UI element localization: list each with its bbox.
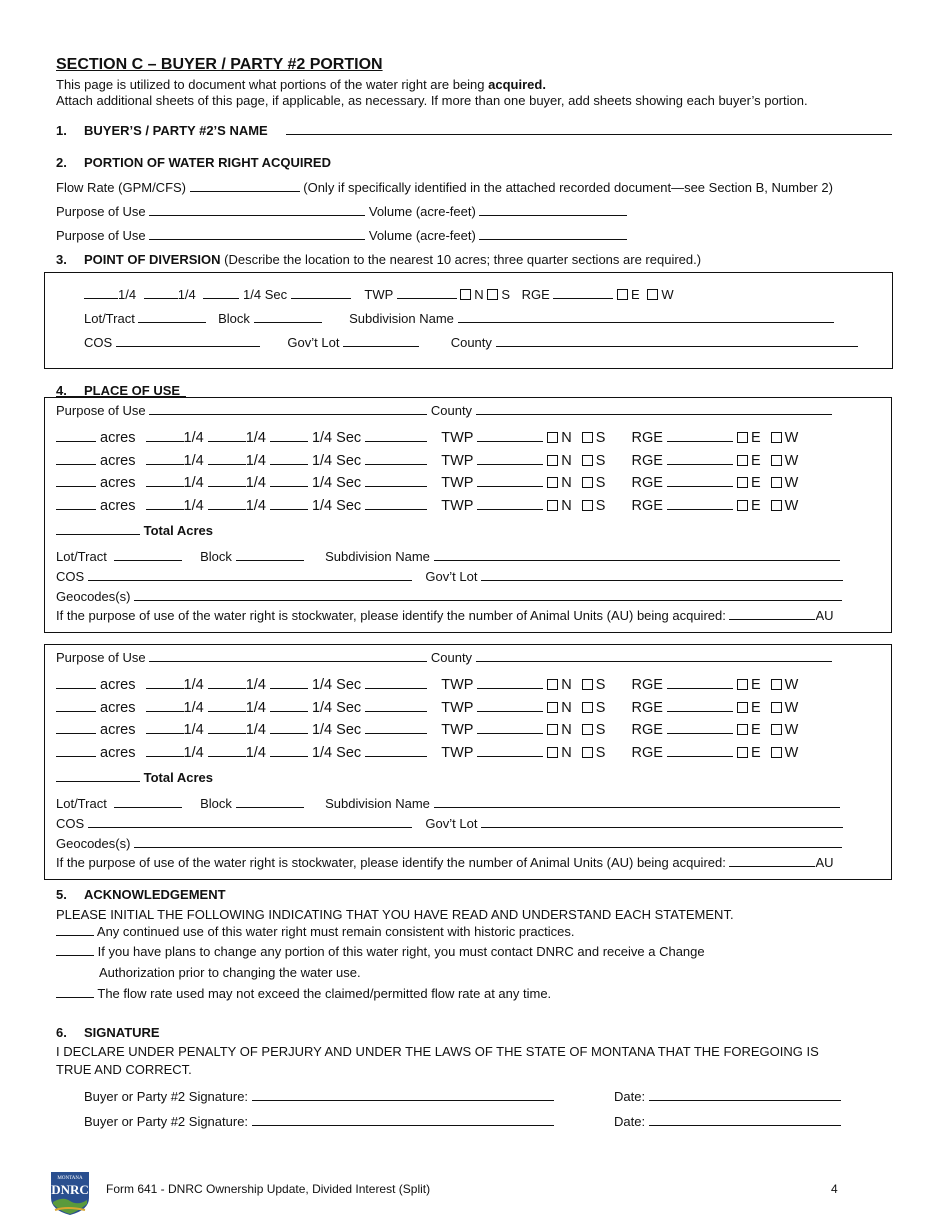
subdivision-field[interactable] bbox=[434, 550, 840, 561]
subdivision-field[interactable] bbox=[458, 312, 834, 323]
twp-field[interactable] bbox=[477, 678, 543, 689]
pod-cos-row: COS Gov’t Lot County bbox=[84, 335, 858, 350]
south-checkbox[interactable] bbox=[582, 500, 593, 511]
volume-label: Volume (acre-feet) bbox=[368, 228, 476, 243]
point-of-diversion-heading: POINT OF DIVERSION (Describe the location to the nearest 10 acres; three quarter sections are required.) bbox=[84, 252, 702, 267]
section-5-number: 5. bbox=[56, 887, 67, 902]
declaration-line-1: I DECLARE UNDER PENALTY OF PERJURY AND UNDER THE LAWS OF THE STATE OF MONTANA THAT THE FOREGOING IS bbox=[56, 1044, 819, 1059]
west-checkbox[interactable] bbox=[771, 747, 782, 758]
sec-field[interactable] bbox=[365, 701, 427, 712]
section-2-number: 2. bbox=[56, 155, 67, 170]
south-checkbox[interactable] bbox=[582, 679, 593, 690]
rge-field[interactable] bbox=[667, 701, 733, 712]
quarter-field[interactable] bbox=[270, 701, 308, 712]
intro-line-2: Attach additional sheets of this page, if applicable, as necessary. If more than one buyer, add sheets showing each buyer’s portion. bbox=[56, 93, 808, 108]
pou-au-row: If the purpose of use of the water right is stockwater, please identify the number of Animal Units (AU) being acquired: AU bbox=[56, 855, 834, 870]
purpose-volume-row-1 bbox=[56, 204, 627, 219]
twp-field[interactable] bbox=[477, 499, 543, 510]
twp-field[interactable] bbox=[477, 701, 543, 712]
pou-lot-row: Lot/Tract Block Subdivision Name bbox=[56, 796, 840, 811]
page-number: 4 bbox=[831, 1182, 838, 1196]
signature-field[interactable] bbox=[252, 1090, 554, 1101]
pou-lot-row: Lot/Tract Block Subdivision Name bbox=[56, 549, 840, 564]
acres-field[interactable] bbox=[56, 431, 96, 442]
animal-units-field[interactable] bbox=[729, 609, 815, 620]
date-field[interactable] bbox=[649, 1090, 841, 1101]
section-1-number: 1. bbox=[56, 123, 67, 138]
cos-field[interactable] bbox=[88, 817, 412, 828]
volume-field[interactable] bbox=[479, 205, 627, 216]
date-row-1: Date: bbox=[614, 1089, 841, 1104]
pou-cos-row: COS Gov’t Lot bbox=[56, 816, 843, 831]
rge-field[interactable] bbox=[667, 431, 733, 442]
west-checkbox[interactable] bbox=[771, 702, 782, 713]
quarter-field[interactable] bbox=[208, 723, 246, 734]
sec-field[interactable] bbox=[365, 723, 427, 734]
quarter-field[interactable] bbox=[270, 431, 308, 442]
north-checkbox[interactable] bbox=[547, 702, 558, 713]
pou-purpose-row: Purpose of Use County bbox=[56, 650, 832, 665]
east-checkbox[interactable] bbox=[737, 747, 748, 758]
sec-field[interactable] bbox=[365, 678, 427, 689]
pou-legal-row: acres 1/4 1/4 1/4 Sec TWP N S RGE E W bbox=[56, 722, 798, 738]
north-checkbox[interactable] bbox=[547, 477, 558, 488]
pou-legal-row: acres 1/4 1/4 1/4 Sec TWP N S RGE E W bbox=[56, 700, 798, 716]
section-4-number: 4. bbox=[56, 383, 67, 398]
ack-item-1: Any continued use of this water right must remain consistent with historic practices. bbox=[56, 924, 575, 939]
purpose-field[interactable] bbox=[149, 651, 427, 662]
flow-rate-row bbox=[56, 180, 833, 195]
north-checkbox[interactable] bbox=[547, 500, 558, 511]
acres-field[interactable] bbox=[56, 499, 96, 510]
quarter-field[interactable] bbox=[146, 454, 184, 465]
west-checkbox[interactable] bbox=[771, 500, 782, 511]
geocode-field[interactable] bbox=[134, 837, 842, 848]
ack-item-3: The flow rate used may not exceed the claimed/permitted flow rate at any time. bbox=[56, 986, 551, 1001]
signature-field[interactable] bbox=[252, 1115, 554, 1126]
flow-rate-label: Flow Rate (GPM/CFS) bbox=[56, 180, 187, 195]
ack-item-2-cont: Authorization prior to changing the water use. bbox=[99, 965, 361, 980]
pou-total-row: Total Acres bbox=[56, 523, 213, 538]
quarter-field[interactable] bbox=[208, 476, 246, 487]
flow-rate-note: (Only if specifically identified in the attached recorded document—see Section B, Number 2) bbox=[303, 180, 833, 195]
pou-au-row: If the purpose of use of the water right is stockwater, please identify the number of Animal Units (AU) being acquired: AU bbox=[56, 608, 834, 623]
north-checkbox[interactable] bbox=[460, 289, 471, 300]
quarter-field[interactable] bbox=[146, 723, 184, 734]
west-checkbox[interactable] bbox=[771, 455, 782, 466]
total-acres-field[interactable] bbox=[56, 524, 140, 535]
initial-field[interactable] bbox=[56, 987, 94, 998]
west-checkbox[interactable] bbox=[771, 477, 782, 488]
acres-field[interactable] bbox=[56, 701, 96, 712]
pou-cos-row: COS Gov’t Lot bbox=[56, 569, 843, 584]
quarter-field[interactable] bbox=[270, 678, 308, 689]
pou-purpose-row: Purpose of Use County bbox=[56, 403, 832, 418]
rge-field[interactable] bbox=[667, 499, 733, 510]
total-acres-field[interactable] bbox=[56, 771, 140, 782]
east-checkbox[interactable] bbox=[617, 289, 628, 300]
initial-field[interactable] bbox=[56, 945, 94, 956]
quarter-field[interactable] bbox=[270, 746, 308, 757]
ack-item-2: If you have plans to change any portion of this water right, you must contact DNRC and receive a Change bbox=[56, 944, 705, 959]
quarter-field[interactable] bbox=[203, 288, 239, 299]
quarter-field[interactable] bbox=[146, 499, 184, 510]
section-3-number: 3. bbox=[56, 252, 67, 267]
lot-field[interactable] bbox=[114, 550, 182, 561]
geocode-field[interactable] bbox=[134, 590, 842, 601]
rge-field[interactable] bbox=[667, 723, 733, 734]
section-6-number: 6. bbox=[56, 1025, 67, 1040]
buyer-name-field[interactable] bbox=[286, 123, 892, 138]
sec-field[interactable] bbox=[365, 431, 427, 442]
twp-field[interactable] bbox=[477, 431, 543, 442]
west-checkbox[interactable] bbox=[771, 724, 782, 735]
quarter-field[interactable] bbox=[270, 723, 308, 734]
sec-field[interactable] bbox=[291, 288, 351, 299]
pou-geocode-row: Geocodes(s) bbox=[56, 589, 842, 604]
purpose-field[interactable] bbox=[149, 205, 365, 216]
acres-field[interactable] bbox=[56, 678, 96, 689]
county-field[interactable] bbox=[476, 651, 832, 662]
pou-geocode-row: Geocodes(s) bbox=[56, 836, 842, 851]
sec-field[interactable] bbox=[365, 476, 427, 487]
intro-line-1: This page is utilized to document what portions of the water right are being acquired. bbox=[56, 77, 546, 92]
north-checkbox[interactable] bbox=[547, 679, 558, 690]
east-checkbox[interactable] bbox=[737, 679, 748, 690]
dnrc-logo bbox=[47, 1168, 93, 1216]
rge-field[interactable] bbox=[667, 746, 733, 757]
pou-legal-row: acres 1/4 1/4 1/4 Sec TWP N S RGE E W bbox=[56, 453, 798, 469]
govlot-field[interactable] bbox=[343, 336, 419, 347]
acknowledgement-instruction: PLEASE INITIAL THE FOLLOWING INDICATING THAT YOU HAVE READ AND UNDERSTAND EACH STATEMENT. bbox=[56, 907, 734, 922]
county-field[interactable] bbox=[496, 336, 858, 347]
east-checkbox[interactable] bbox=[737, 432, 748, 443]
purpose-field[interactable] bbox=[149, 229, 365, 240]
south-checkbox[interactable] bbox=[582, 432, 593, 443]
signature-row-2: Buyer or Party #2 Signature: bbox=[84, 1114, 554, 1129]
govlot-field[interactable] bbox=[481, 817, 843, 828]
quarter-field[interactable] bbox=[146, 678, 184, 689]
county-field[interactable] bbox=[476, 404, 832, 415]
volume-field[interactable] bbox=[479, 229, 627, 240]
quarter-field[interactable] bbox=[270, 476, 308, 487]
rge-field[interactable] bbox=[553, 288, 613, 299]
portion-acquired-heading: PORTION OF WATER RIGHT ACQUIRED bbox=[84, 155, 331, 170]
place-of-use-heading: PLACE OF USE bbox=[84, 383, 181, 398]
logo-text: DNRC bbox=[51, 1182, 89, 1197]
rge-field[interactable] bbox=[667, 476, 733, 487]
acknowledgement-heading: ACKNOWLEDGEMENT bbox=[84, 887, 226, 902]
buyer-name-label: BUYER’S / PARTY #2’S NAME bbox=[84, 123, 268, 138]
block-field[interactable] bbox=[254, 312, 322, 323]
block-field[interactable] bbox=[236, 550, 304, 561]
south-checkbox[interactable] bbox=[487, 289, 498, 300]
south-checkbox[interactable] bbox=[582, 724, 593, 735]
animal-units-field[interactable] bbox=[729, 856, 815, 867]
twp-field[interactable] bbox=[397, 288, 457, 299]
initial-field[interactable] bbox=[56, 925, 94, 936]
pou-legal-row: acres 1/4 1/4 1/4 Sec TWP N S RGE E W bbox=[56, 498, 798, 514]
east-checkbox[interactable] bbox=[737, 477, 748, 488]
quarter-field[interactable] bbox=[84, 288, 118, 299]
north-checkbox[interactable] bbox=[547, 455, 558, 466]
signature-row-1: Buyer or Party #2 Signature: bbox=[84, 1089, 554, 1104]
purpose-label: Purpose of Use bbox=[56, 204, 146, 219]
quarter-field[interactable] bbox=[270, 454, 308, 465]
quarter-field[interactable] bbox=[208, 678, 246, 689]
sec-field[interactable] bbox=[365, 499, 427, 510]
quarter-field[interactable] bbox=[208, 746, 246, 757]
quarter-field[interactable] bbox=[146, 746, 184, 757]
quarter-field[interactable] bbox=[146, 431, 184, 442]
logo-top-text: MONTANA bbox=[57, 1176, 83, 1181]
twp-field[interactable] bbox=[477, 723, 543, 734]
north-checkbox[interactable] bbox=[547, 432, 558, 443]
acres-field[interactable] bbox=[56, 476, 96, 487]
pod-legal-row: 1/4 1/4 1/4 Sec TWP N S RGE E W bbox=[84, 287, 674, 302]
south-checkbox[interactable] bbox=[582, 455, 593, 466]
rge-field[interactable] bbox=[667, 454, 733, 465]
quarter-field[interactable] bbox=[208, 431, 246, 442]
govlot-field[interactable] bbox=[481, 570, 843, 581]
purpose-label: Purpose of Use bbox=[56, 228, 146, 243]
quarter-field[interactable] bbox=[270, 499, 308, 510]
flow-rate-field[interactable] bbox=[190, 181, 300, 192]
pou-total-row: Total Acres bbox=[56, 770, 213, 785]
twp-field[interactable] bbox=[477, 454, 543, 465]
twp-field[interactable] bbox=[477, 746, 543, 757]
east-checkbox[interactable] bbox=[737, 702, 748, 713]
pou-legal-row: acres 1/4 1/4 1/4 Sec TWP N S RGE E W bbox=[56, 677, 798, 693]
declaration-line-2: TRUE AND CORRECT. bbox=[56, 1062, 192, 1077]
section-title: SECTION C – BUYER / PARTY #2 PORTION bbox=[56, 56, 383, 73]
east-checkbox[interactable] bbox=[737, 455, 748, 466]
rge-field[interactable] bbox=[667, 678, 733, 689]
block-field[interactable] bbox=[236, 797, 304, 808]
quarter-field[interactable] bbox=[144, 288, 178, 299]
sec-field[interactable] bbox=[365, 746, 427, 757]
acres-field[interactable] bbox=[56, 723, 96, 734]
west-checkbox[interactable] bbox=[771, 432, 782, 443]
acres-field[interactable] bbox=[56, 746, 96, 757]
volume-label: Volume (acre-feet) bbox=[368, 204, 476, 219]
south-checkbox[interactable] bbox=[582, 702, 593, 713]
east-checkbox[interactable] bbox=[737, 724, 748, 735]
south-checkbox[interactable] bbox=[582, 477, 593, 488]
acres-field[interactable] bbox=[56, 454, 96, 465]
twp-field[interactable] bbox=[477, 476, 543, 487]
pou-legal-row: acres 1/4 1/4 1/4 Sec TWP N S RGE E W bbox=[56, 430, 798, 446]
west-checkbox[interactable] bbox=[647, 289, 658, 300]
signature-heading: SIGNATURE bbox=[84, 1025, 160, 1040]
purpose-field[interactable] bbox=[149, 404, 427, 415]
subdivision-field[interactable] bbox=[434, 797, 840, 808]
lot-field[interactable] bbox=[114, 797, 182, 808]
date-field[interactable] bbox=[649, 1115, 841, 1126]
quarter-field[interactable] bbox=[146, 476, 184, 487]
pou-legal-row: acres 1/4 1/4 1/4 Sec TWP N S RGE E W bbox=[56, 745, 798, 761]
quarter-field[interactable] bbox=[208, 499, 246, 510]
form-footer: Form 641 - DNRC Ownership Update, Divided Interest (Split) bbox=[106, 1182, 431, 1196]
pod-lot-row: Lot/Tract Block Subdivision Name bbox=[84, 311, 834, 326]
lot-field[interactable] bbox=[138, 312, 206, 323]
purpose-volume-row-2 bbox=[56, 228, 627, 243]
quarter-field[interactable] bbox=[146, 701, 184, 712]
north-checkbox[interactable] bbox=[547, 724, 558, 735]
sec-field[interactable] bbox=[365, 454, 427, 465]
north-checkbox[interactable] bbox=[547, 747, 558, 758]
quarter-field[interactable] bbox=[208, 454, 246, 465]
east-checkbox[interactable] bbox=[737, 500, 748, 511]
date-row-2: Date: bbox=[614, 1114, 841, 1129]
quarter-field[interactable] bbox=[208, 701, 246, 712]
cos-field[interactable] bbox=[88, 570, 412, 581]
cos-field[interactable] bbox=[116, 336, 260, 347]
west-checkbox[interactable] bbox=[771, 679, 782, 690]
south-checkbox[interactable] bbox=[582, 747, 593, 758]
pou-legal-row: acres 1/4 1/4 1/4 Sec TWP N S RGE E W bbox=[56, 475, 798, 491]
